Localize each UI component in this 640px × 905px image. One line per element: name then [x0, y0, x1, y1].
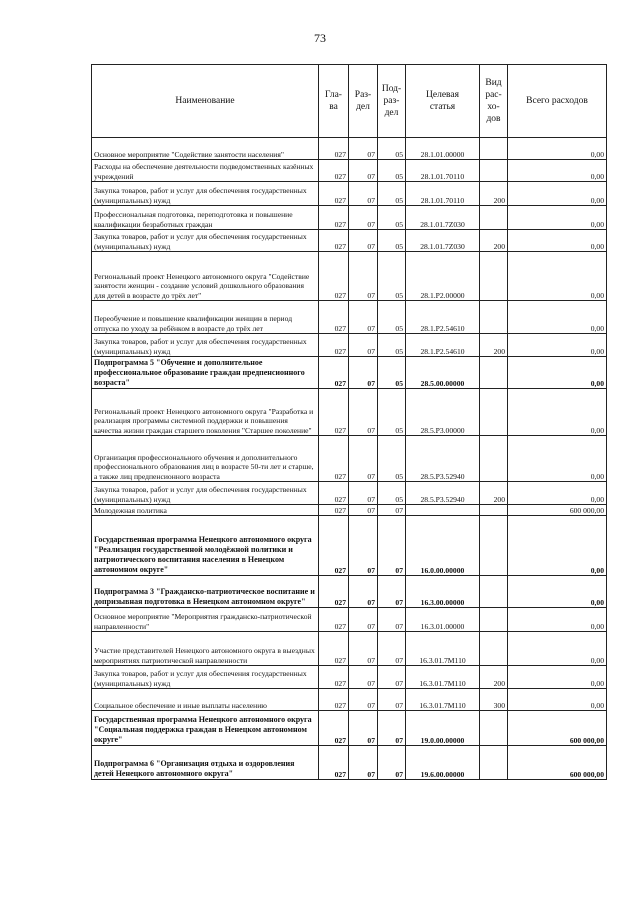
cell-section: 07: [349, 516, 378, 576]
cell-name: Подпрограмма 6 "Организация отдыха и оздоровления детей Ненецкого автономного округа": [92, 746, 319, 780]
table-row: [92, 138, 607, 160]
table-row: [92, 632, 607, 666]
cell-target: [406, 505, 480, 516]
cell-subsection: 05: [378, 389, 406, 436]
cell-subsection: 07: [378, 608, 406, 632]
cell-section: 07: [349, 230, 378, 252]
cell-target: 16.3.01.7М110: [406, 666, 480, 689]
cell-total: 600 000,00: [508, 746, 607, 780]
cell-name: Региональный проект Ненецкого автономного округа "Содействие занятости женщин - создание условий дошкольного образования для детей в возрасте до трёх лет": [92, 252, 319, 301]
table-row: [92, 746, 607, 780]
cell-section: 07: [349, 608, 378, 632]
cell-section: 07: [349, 334, 378, 357]
cell-name: Государственная программа Ненецкого автономного округа "Реализация государственной молодёжной политики и патриотического воспитания населения в Ненецком автономном округе": [92, 516, 319, 576]
header-vid-label: Вид рас- хо- дов: [485, 78, 502, 124]
header-target: [406, 65, 480, 138]
cell-total: 600 000,00: [508, 505, 607, 516]
cell-target: 19.0.00.00000: [406, 711, 480, 746]
table-row: [92, 608, 607, 632]
header-section-label: Раз- дел: [354, 90, 372, 112]
cell-name: Молодежная политика: [92, 505, 319, 516]
cell-target: 28.5.Р3.52940: [406, 482, 480, 505]
cell-name: Организация профессионального обучения и дополнительного профессионального образования лиц в возрасте 50-ти лет и старше, а также лиц предпенсионного возраста: [92, 436, 319, 482]
cell-target: 16.3.00.00000: [406, 576, 480, 608]
cell-subsection: 05: [378, 482, 406, 505]
cell-chapter: 027: [319, 138, 349, 160]
cell-section: 07: [349, 436, 378, 482]
cell-vid: [480, 389, 508, 436]
cell-section: 07: [349, 301, 378, 334]
header-total: Всего расходов: [508, 65, 607, 138]
cell-name: Закупка товаров, работ и услуг для обеспечения государственных (муниципальных) нужд: [92, 182, 319, 206]
cell-total: 0,00: [508, 206, 607, 230]
cell-subsection: 05: [378, 301, 406, 334]
cell-name: Закупка товаров, работ и услуг для обеспечения государственных (муниципальных) нужд: [92, 482, 319, 505]
cell-section: 07: [349, 689, 378, 711]
cell-target: 28.1.Р2.54610: [406, 301, 480, 334]
cell-subsection: 05: [378, 252, 406, 301]
header-subsection: [378, 65, 406, 138]
cell-target: 28.5.00.00000: [406, 357, 480, 389]
cell-total: 0,00: [508, 516, 607, 576]
cell-chapter: 027: [319, 576, 349, 608]
table-row: [92, 389, 607, 436]
cell-target: 19.6.00.00000: [406, 746, 480, 780]
cell-vid: [480, 576, 508, 608]
table-row: [92, 576, 607, 608]
cell-chapter: 027: [319, 230, 349, 252]
cell-vid: [480, 138, 508, 160]
cell-section: 07: [349, 482, 378, 505]
cell-chapter: 027: [319, 711, 349, 746]
cell-chapter: 027: [319, 666, 349, 689]
cell-target: 28.5.Р3.00000: [406, 389, 480, 436]
cell-vid: [480, 206, 508, 230]
cell-total: 0,00: [508, 230, 607, 252]
cell-section: 07: [349, 389, 378, 436]
cell-target: 28.1.01.7Z030: [406, 230, 480, 252]
cell-vid: 200: [480, 230, 508, 252]
cell-name: Социальное обеспечение и иные выплаты населению: [92, 689, 319, 711]
cell-subsection: 05: [378, 182, 406, 206]
cell-total: 0,00: [508, 482, 607, 505]
cell-vid: [480, 357, 508, 389]
table-row: [92, 357, 607, 389]
cell-target: 16.3.01.00000: [406, 608, 480, 632]
table-row: [92, 516, 607, 576]
cell-target: 16.0.00.00000: [406, 516, 480, 576]
cell-chapter: 027: [319, 301, 349, 334]
cell-chapter: 027: [319, 182, 349, 206]
table-row: [92, 689, 607, 711]
header-subsection-label: Под- раз- дел: [381, 84, 402, 118]
table-row: [92, 230, 607, 252]
header-section: [349, 65, 378, 138]
cell-total: 0,00: [508, 608, 607, 632]
cell-target: 16.3.01.7М110: [406, 689, 480, 711]
cell-subsection: 05: [378, 138, 406, 160]
header-chapter-label: Гла- ва: [325, 90, 342, 112]
table-row: [92, 182, 607, 206]
cell-vid: 200: [480, 182, 508, 206]
cell-target: 28.1.01.00000: [406, 138, 480, 160]
cell-vid: [480, 160, 508, 182]
table-body: [92, 138, 607, 780]
table-row: [92, 301, 607, 334]
cell-target: 28.1.Р2.54610: [406, 334, 480, 357]
cell-name: Расходы на обеспечение деятельности подведомственных казённых учреждений: [92, 160, 319, 182]
cell-section: 07: [349, 252, 378, 301]
cell-vid: [480, 301, 508, 334]
cell-vid: [480, 516, 508, 576]
cell-subsection: 07: [378, 576, 406, 608]
cell-target: 28.1.01.70110: [406, 160, 480, 182]
cell-chapter: 027: [319, 436, 349, 482]
cell-vid: [480, 746, 508, 780]
cell-vid: [480, 711, 508, 746]
cell-target: 16.3.01.7М110: [406, 632, 480, 666]
cell-total: 0,00: [508, 632, 607, 666]
cell-vid: 300: [480, 689, 508, 711]
cell-name: Подпрограмма 5 "Обучение и дополнительное профессиональное образование граждан предпенсионного возраста": [92, 357, 319, 389]
cell-total: 0,00: [508, 160, 607, 182]
cell-name: Профессиональная подготовка, переподготовка и повышение квалификации безработных граждан: [92, 206, 319, 230]
cell-name: Закупка товаров, работ и услуг для обеспечения государственных (муниципальных) нужд: [92, 666, 319, 689]
cell-subsection: 07: [378, 689, 406, 711]
cell-total: 0,00: [508, 182, 607, 206]
cell-section: 07: [349, 206, 378, 230]
cell-name: Государственная программа Ненецкого автономного округа "Социальная поддержка граждан в Ненецком автономном округе": [92, 711, 319, 746]
cell-total: 0,00: [508, 357, 607, 389]
cell-chapter: 027: [319, 608, 349, 632]
cell-total: 0,00: [508, 301, 607, 334]
cell-subsection: 07: [378, 746, 406, 780]
cell-name: Региональный проект Ненецкого автономного округа "Разработка и реализация программы системной поддержки и повышения качества жизни граждан старшего поколения "Старшее поколение": [92, 389, 319, 436]
cell-total: 600 000,00: [508, 711, 607, 746]
cell-vid: [480, 252, 508, 301]
cell-subsection: 07: [378, 516, 406, 576]
cell-total: 0,00: [508, 334, 607, 357]
table-row: [92, 334, 607, 357]
cell-chapter: 027: [319, 516, 349, 576]
cell-chapter: 027: [319, 160, 349, 182]
cell-chapter: 027: [319, 746, 349, 780]
cell-vid: 200: [480, 334, 508, 357]
table-row: [92, 160, 607, 182]
page-number: 73: [314, 31, 326, 45]
cell-target: 28.1.01.70110: [406, 182, 480, 206]
cell-vid: [480, 608, 508, 632]
cell-subsection: 05: [378, 206, 406, 230]
cell-chapter: 027: [319, 357, 349, 389]
budget-table: [91, 64, 607, 780]
cell-subsection: 07: [378, 632, 406, 666]
cell-section: 07: [349, 632, 378, 666]
cell-chapter: 027: [319, 389, 349, 436]
cell-section: 07: [349, 357, 378, 389]
table-row: [92, 436, 607, 482]
cell-subsection: 05: [378, 357, 406, 389]
cell-chapter: 027: [319, 632, 349, 666]
table-row: [92, 711, 607, 746]
cell-name: Закупка товаров, работ и услуг для обеспечения государственных (муниципальных) нужд: [92, 334, 319, 357]
cell-total: 0,00: [508, 252, 607, 301]
cell-chapter: 027: [319, 482, 349, 505]
table-row: [92, 252, 607, 301]
header-name: Наименование: [92, 65, 319, 138]
cell-total: 0,00: [508, 389, 607, 436]
cell-name: Основное мероприятие "Мероприятия гражданско-патриотической направленности": [92, 608, 319, 632]
header-row: [92, 65, 607, 138]
cell-target: 28.1.01.7Z030: [406, 206, 480, 230]
cell-section: 07: [349, 182, 378, 206]
cell-name: Основное мероприятие "Содействие занятости населения": [92, 138, 319, 160]
cell-subsection: 05: [378, 160, 406, 182]
cell-chapter: 027: [319, 505, 349, 516]
cell-name: Подпрограмма 3 "Гражданско-патриотическое воспитание и допризывная подготовка в Ненецком автономном округе": [92, 576, 319, 608]
cell-section: 07: [349, 746, 378, 780]
table-row: [92, 666, 607, 689]
header-target-label: Целевая статья: [426, 90, 459, 112]
table-row: [92, 482, 607, 505]
cell-section: 07: [349, 666, 378, 689]
cell-name: Участие представителей Ненецкого автономного округа в выездных мероприятиях патриотической направленности: [92, 632, 319, 666]
cell-chapter: 027: [319, 689, 349, 711]
cell-subsection: 05: [378, 334, 406, 357]
header-vid: [480, 65, 508, 138]
cell-vid: 200: [480, 666, 508, 689]
cell-subsection: 05: [378, 230, 406, 252]
cell-name: Закупка товаров, работ и услуг для обеспечения государственных (муниципальных) нужд: [92, 230, 319, 252]
header-chapter: [319, 65, 349, 138]
cell-total: 0,00: [508, 689, 607, 711]
cell-target: 28.1.Р2.00000: [406, 252, 480, 301]
cell-section: 07: [349, 576, 378, 608]
cell-total: 0,00: [508, 666, 607, 689]
cell-subsection: 07: [378, 666, 406, 689]
cell-vid: [480, 436, 508, 482]
cell-vid: 200: [480, 482, 508, 505]
cell-vid: [480, 505, 508, 516]
cell-total: 0,00: [508, 436, 607, 482]
cell-total: 0,00: [508, 576, 607, 608]
cell-section: 07: [349, 711, 378, 746]
cell-chapter: 027: [319, 334, 349, 357]
cell-vid: [480, 632, 508, 666]
cell-subsection: 07: [378, 505, 406, 516]
cell-chapter: 027: [319, 252, 349, 301]
cell-section: 07: [349, 160, 378, 182]
cell-section: 07: [349, 138, 378, 160]
table-row: [92, 505, 607, 516]
cell-subsection: 05: [378, 436, 406, 482]
cell-chapter: 027: [319, 206, 349, 230]
cell-subsection: 07: [378, 711, 406, 746]
cell-section: 07: [349, 505, 378, 516]
cell-name: Переобучение и повышение квалификации женщин в период отпуска по уходу за ребёнком в возрасте до трёх лет: [92, 301, 319, 334]
cell-total: 0,00: [508, 138, 607, 160]
cell-target: 28.5.Р3.52940: [406, 436, 480, 482]
table-row: [92, 206, 607, 230]
